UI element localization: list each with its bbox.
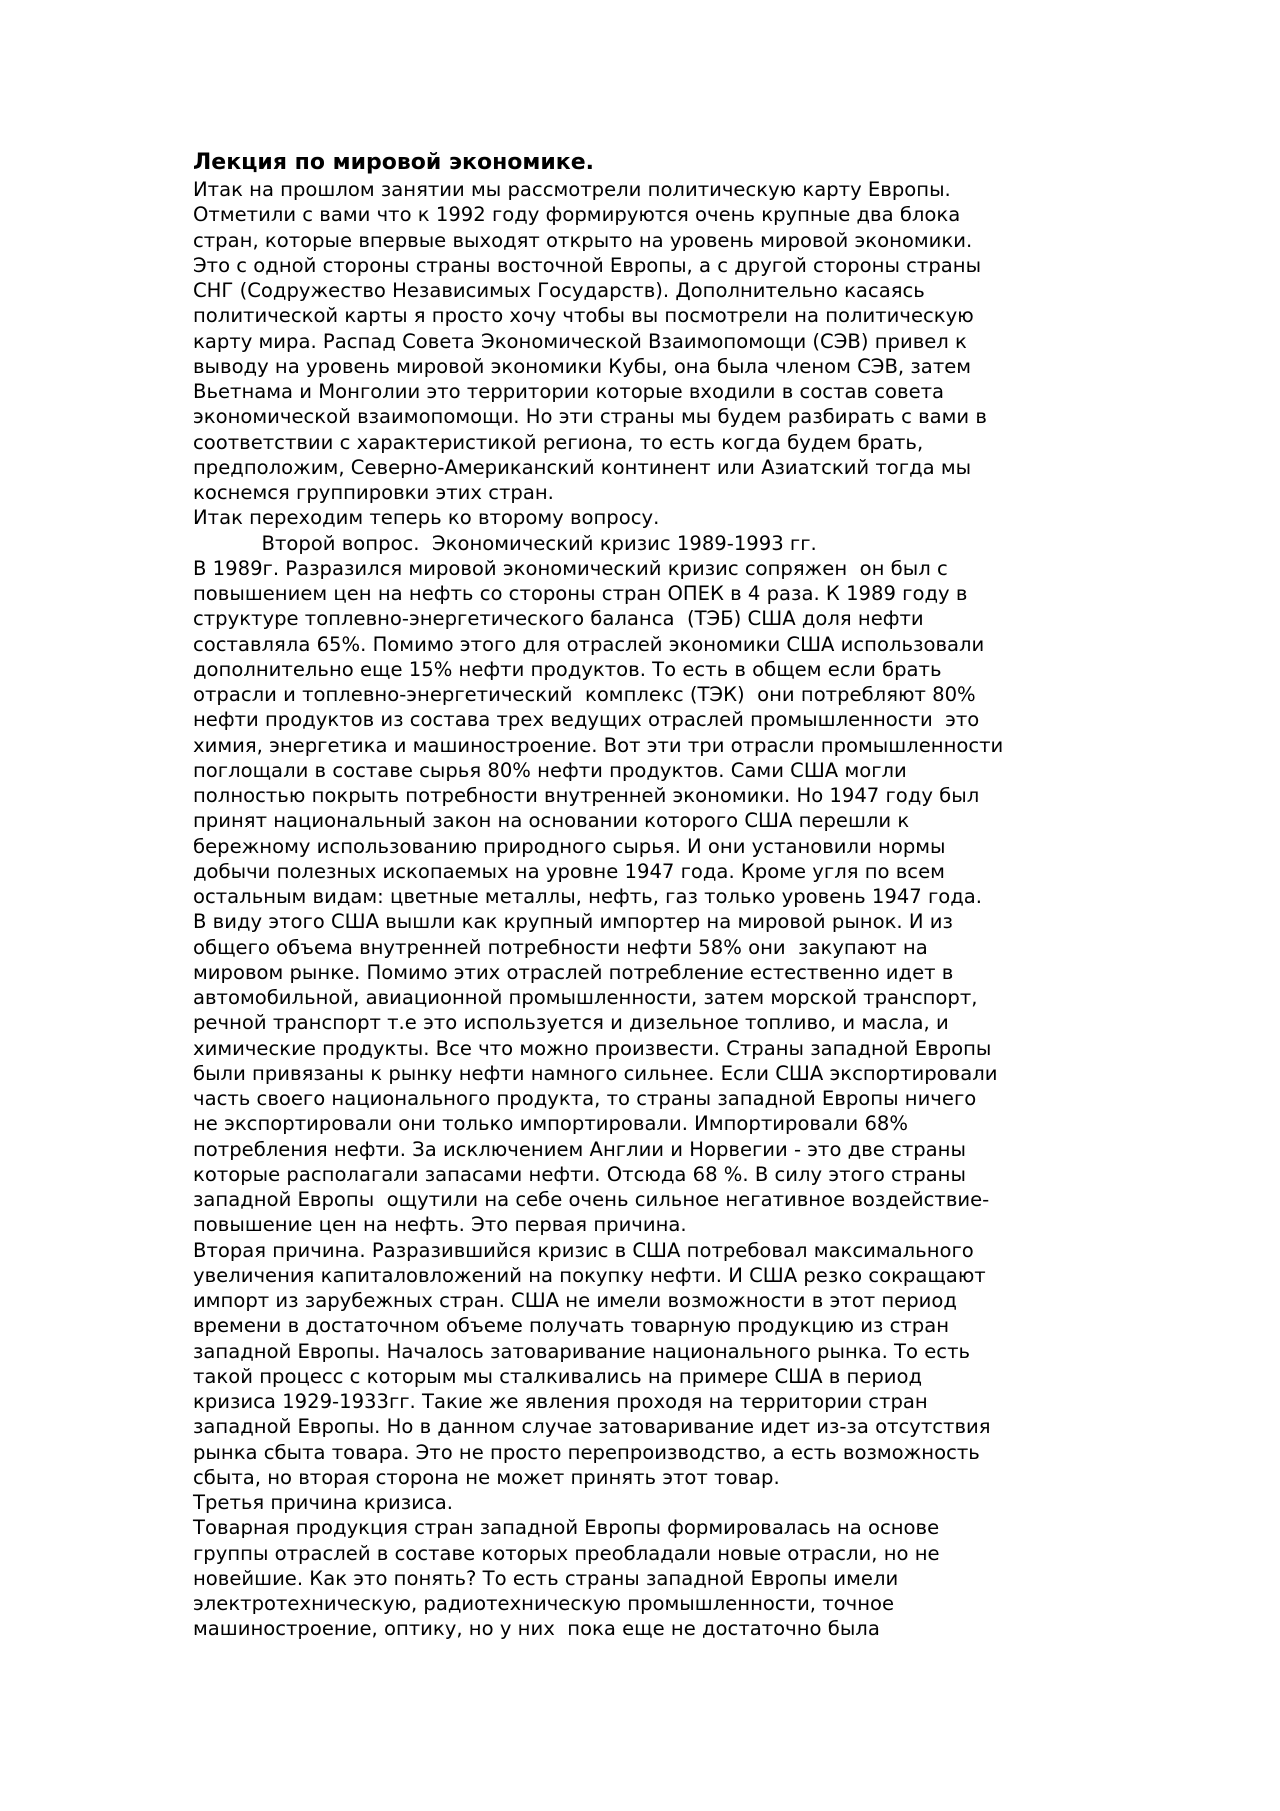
text-line: бережному использованию природного сырья. И они установили нормы — [193, 834, 946, 858]
text-line: речной транспорт т.е это используется и дизельное топливо, и масла, и — [193, 1011, 949, 1035]
text-line: Итак на прошлом занятии мы рассмотрели политическую карту Европы. — [193, 178, 951, 201]
text-line: нефти продуктов из состава трех ведущих отраслей промышленности это — [193, 708, 980, 732]
text-line: соответствии с характеристикой региона, то есть когда будем брать, — [193, 430, 924, 454]
text-line: политической карты я просто хочу чтобы вы посмотрели на политическую — [193, 304, 974, 328]
text-line: электротехническую, радиотехническую промышленности, точное — [193, 1592, 895, 1615]
text-line: поглощали в составе сырья 80% нефти продуктов. Сами США могли — [193, 758, 907, 782]
text-line: увеличения капиталовложений на покупку нефти. И США резко сокращают — [193, 1263, 986, 1287]
text-line: остальным видам: цветные металлы, нефть, газ только уровень 1947 года. — [193, 885, 983, 908]
text-line: отрасли и топлевно-энергетический комплекс (ТЭК) они потребляют 80% — [193, 683, 976, 706]
text-line: западной Европы ощутили на себе очень сильное негативное воздействие- — [193, 1188, 990, 1211]
text-line: стран, которые впервые выходят открыто на уровень мировой экономики. — [193, 228, 973, 252]
text-line: не экспортировали они только импортировали. Импортировали 68% — [193, 1112, 909, 1136]
text-line: импорт из зарубежных стран. США не имели возможности в этот период — [193, 1289, 957, 1312]
text-line: Итак переходим теперь ко второму вопросу. — [193, 506, 660, 530]
text-line: которые располагали запасами нефти. Отсюда 68 %. В силу этого страны — [193, 1162, 966, 1186]
text-line: такой процесс с которым мы сталкивались на примере США в период — [193, 1364, 923, 1388]
document-body — [193, 177, 1093, 1642]
text-line: принят национальный закон на основании которого США перешли к — [193, 809, 910, 833]
text-line: Третья причина кризиса. — [193, 1491, 453, 1514]
text-line: структуре топлевно-энергетического баланса (ТЭБ) США доля нефти — [193, 607, 924, 631]
text-line: составляла 65%. Помимо этого для отраслей экономики США использовали — [193, 632, 985, 656]
text-line: дополнительно еще 15% нефти продуктов. То есть в общем если брать — [193, 657, 942, 681]
text-line: повышение цен на нефть. Это первая причина. — [193, 1213, 687, 1237]
text-line: часть своего национального продукта, то страны западной Европы ничего — [193, 1087, 977, 1110]
text-line: западной Европы. Началось затоваривание национального рынка. То есть — [193, 1339, 971, 1363]
text-line: предположим, Северно-Американский континент или Азиатский тогда мы — [193, 455, 972, 479]
text-line: общего объема внутренней потребности нефти 58% они закупают на — [193, 935, 928, 959]
document-title: Лекция по мировой экономике. — [193, 150, 594, 175]
text-line: Товарная продукция стран западной Европы формировалась на основе — [193, 1516, 940, 1540]
text-line: СНГ (Содружество Независимых Государств). Дополнительно касаясь — [193, 279, 925, 302]
text-line: Второй вопрос. Экономический кризис 1989-1993 гг. — [193, 531, 817, 555]
text-line: В виду этого США вышли как крупный импортер на мировой рынок. И из — [193, 910, 953, 934]
text-line: химия, энергетика и машиностроение. Вот эти три отрасли промышленности — [193, 733, 1004, 757]
document-page — [193, 148, 1093, 1642]
text-line: рынка сбыта товара. Это не просто перепроизводство, а есть возможность — [193, 1440, 980, 1464]
text-line: сбыта, но вторая сторона не может принять этот товар. — [193, 1465, 780, 1489]
text-line: были привязаны к рынку нефти намного сильнее. Если США экспортировали — [193, 1061, 998, 1085]
text-line: повышением цен на нефть со стороны стран ОПЕК в 4 раза. К 1989 году в — [193, 582, 968, 605]
text-line: выводу на уровень мировой экономики Кубы, она была членом СЭВ, затем — [193, 354, 972, 378]
text-line: Вьетнама и Монголии это территории которые входили в состав совета — [193, 380, 945, 403]
text-line: автомобильной, авиационной промышленности, затем морской транспорт, — [193, 986, 978, 1009]
text-line: Отметили с вами что к 1992 году формируются очень крупные два блока — [193, 203, 961, 227]
text-line: потребления нефти. За исключением Англии и Норвегии - это две страны — [193, 1137, 966, 1161]
text-line: времени в достаточном объеме получать товарную продукцию из стран — [193, 1314, 950, 1338]
text-line: В 1989г. Разразился мировой экономический кризис сопряжен он был с — [193, 556, 948, 580]
text-line: группы отраслей в составе которых преобладали новые отрасли, но не — [193, 1541, 940, 1565]
text-line: новейшие. Как это понять? То есть страны западной Европы имели — [193, 1566, 899, 1590]
text-line: добычи полезных ископаемых на уровне 1947 года. Кроме угля по всем — [193, 859, 945, 883]
text-line: химические продукты. Все что можно произвести. Страны западной Европы — [193, 1036, 992, 1060]
text-line: кризиса 1929-1933гг. Такие же явления проходя на территории стран — [193, 1390, 928, 1413]
text-line: западной Европы. Но в данном случае затоваривание идет из-за отсутствия — [193, 1415, 991, 1439]
text-line: Это с одной стороны страны восточной Европы, а с другой стороны страны — [193, 253, 982, 277]
text-line: полностью покрыть потребности внутренней экономики. Но 1947 году был — [193, 784, 980, 807]
text-line: Вторая причина. Разразившийся кризис в США потребовал максимального — [193, 1238, 974, 1262]
text-line: мировом рынке. Помимо этих отраслей потребление естественно идет в — [193, 960, 954, 984]
text-line: карту мира. Распад Совета Экономической Взаимопомощи (СЭВ) привел к — [193, 329, 967, 353]
text-line: машиностроение, оптику, но у них пока еще не достаточно была — [193, 1617, 880, 1641]
text-line: коснемся группировки этих стран. — [193, 481, 554, 504]
text-line: экономической взаимопомощи. Но эти страны мы будем разбирать с вами в — [193, 405, 987, 429]
